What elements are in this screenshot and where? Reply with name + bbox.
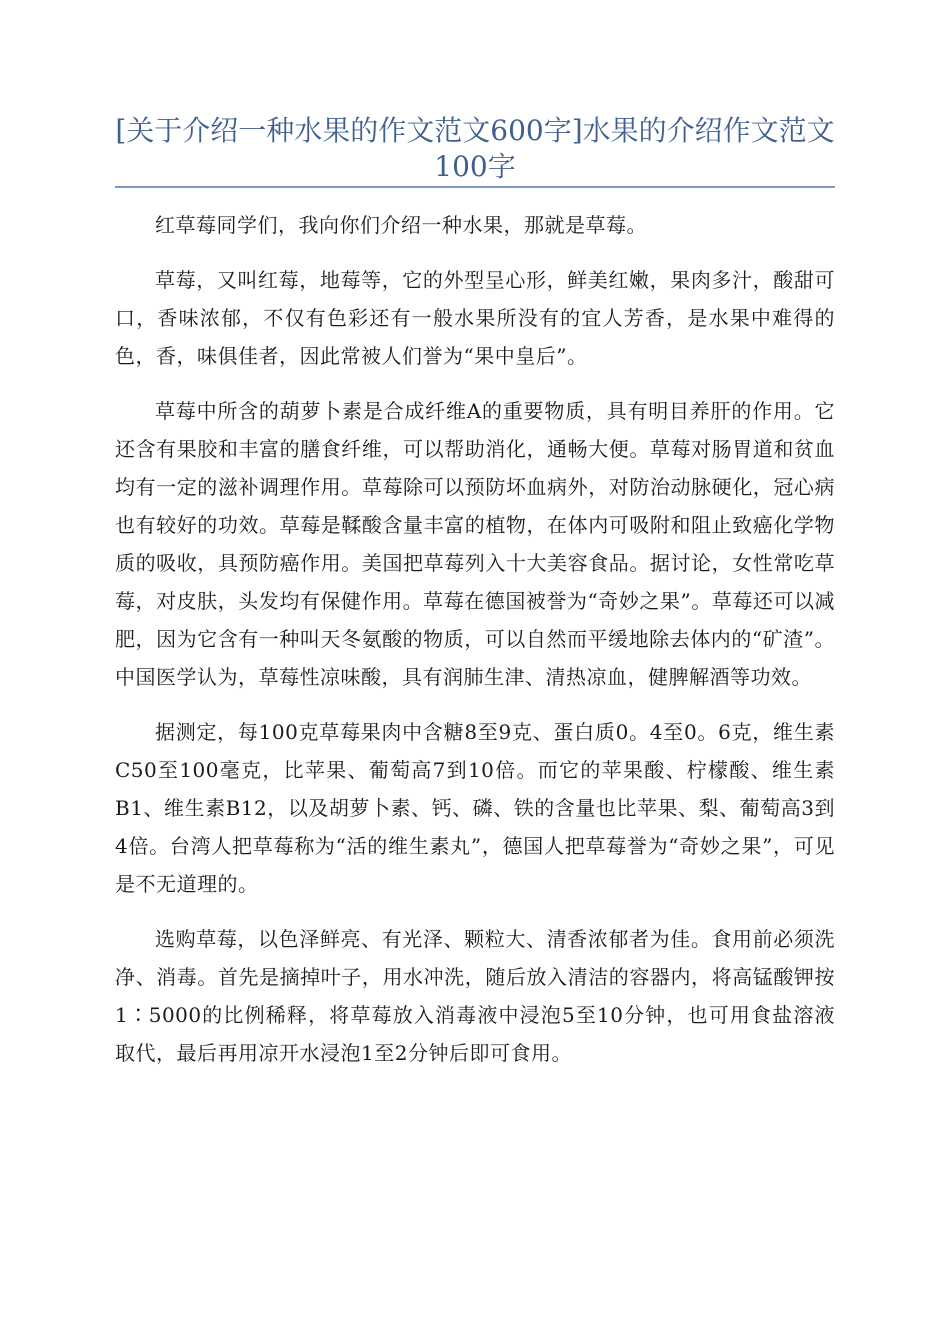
document-body [115,206,835,1089]
paragraph-nutrition: 据测定，每100克草莓果肉中含糖8至9克、蛋白质0。4至0。6克，维生素C50至100毫克，比苹果、葡萄高7到10倍。而它的苹果酸、柠檬酸、维生素B1、维生素B12，以及胡萝卜素、钙、磷、铁的含量也比苹果、梨、葡萄高3到4倍。台湾人把草莓称为“活的维生素丸”，德国人把草莓誉为“奇妙之果”，可见是不无道理的。 [115,720,835,896]
paragraph-selection-cleaning: 选购草莓，以色泽鲜亮、有光泽、颗粒大、清香浓郁者为佳。食用前必须洗净、消毒。首先是摘掉叶子，用水冲洗，随后放入清洁的容器内，将高锰酸钾按1∶5000的比例稀释，将草莓放入消毒液中浸泡5至10分钟，也可用食盐溶液取代，最后再用凉开水浸泡1至2分钟后即可食用。 [115,927,835,1065]
paragraph-description: 草莓，又叫红莓，地莓等，它的外型呈心形，鲜美红嫩，果肉多汁，酸甜可口，香味浓郁，不仅有色彩还有一般水果所没有的宜人芳香，是水果中难得的色，香，味俱佳者，因此常被人们誉为“果中皇后”。 [115,268,835,368]
paragraph-health-benefits: 草莓中所含的葫萝卜素是合成纤维A的重要物质，具有明目养肝的作用。它还含有果胶和丰富的膳食纤维，可以帮助消化，通畅大便。草莓对肠胃道和贫血均有一定的滋补调理作用。草莓除可以预防坏血病外，对防治动脉硬化，冠心病也有较好的功效。草莓是鞣酸含量丰富的植物，在体内可吸附和阻止致癌化学物质的吸收，具预防癌作用。美国把草莓列入十大美容食品。据讨论，女性常吃草莓，对皮肤，头发均有保健作用。草莓在德国被誉为“奇妙之果”。草莓还可以减肥，因为它含有一种叫天冬氨酸的物质，可以自然而平缓地除去体内的“矿渣”。中国医学认为，草莓性凉味酸，具有润肺生津、清热凉血，健脾解酒等功效。 [115,399,835,689]
paragraph-intro: 红草莓同学们，我向你们介绍一种水果，那就是草莓。 [155,213,647,237]
page-title: [关于介绍一种水果的作文范文600字]水果的介绍作文范文100字 [115,114,835,183]
title-underline [115,186,835,188]
